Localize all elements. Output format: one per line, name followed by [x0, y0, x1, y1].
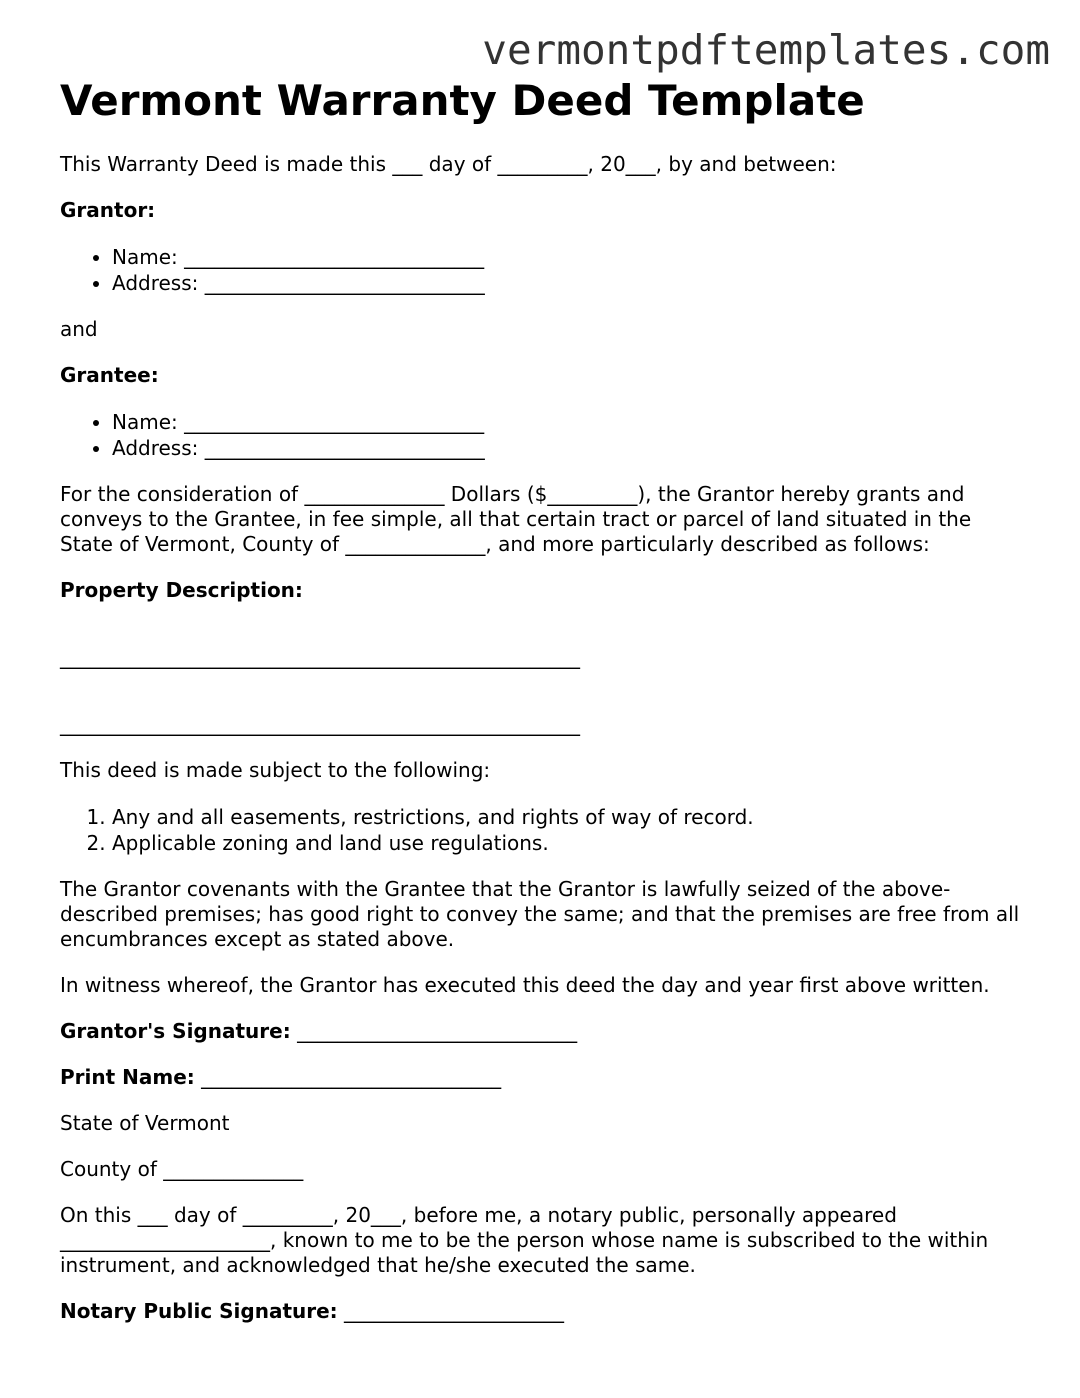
property-description-heading: Property Description:	[60, 578, 303, 603]
notary-signature-label: Notary Public Signature:	[60, 1299, 338, 1324]
notary-signature-line	[60, 1299, 1020, 1324]
property-description-line-1: ____________________________________________________	[60, 645, 580, 670]
watermark: vermontpdftemplates.com	[482, 26, 1050, 74]
subject-list	[60, 804, 1020, 856]
grantee-list	[60, 409, 1020, 461]
and-text: and	[60, 317, 98, 342]
property-description-line-2: ____________________________________________________	[60, 712, 580, 737]
notary-paragraph: On this ___ day of _________, 20___, before me, a notary public, personally appeared _____________________, known to me to be the person whose name is subscribed to the within instrument, and acknowledged that he/she executed the same.	[60, 1203, 989, 1278]
intro-paragraph: This Warranty Deed is made this ___ day of _________, 20___, by and between:	[60, 152, 837, 177]
document-body	[60, 76, 1020, 1345]
spacer	[60, 624, 1020, 645]
grantor-signature-label: Grantor's Signature:	[60, 1019, 291, 1044]
notary-signature-blank: ______________________	[344, 1299, 565, 1324]
grantor-heading: Grantor:	[60, 198, 156, 223]
grantor-signature-line	[60, 1019, 1020, 1044]
county-line: County of ______________	[60, 1157, 304, 1182]
grantee-address-field: • Address: ____________________________	[112, 435, 1020, 461]
spacer	[60, 691, 1020, 712]
grantor-signature-blank: ____________________________	[297, 1019, 578, 1044]
state-line: State of Vermont	[60, 1111, 230, 1136]
print-name-blank: ______________________________	[201, 1065, 502, 1090]
grantor-list	[60, 244, 1020, 296]
witness-paragraph: In witness whereof, the Grantor has executed this deed the day and year first above written.	[60, 973, 990, 998]
grantor-address-field: • Address: ____________________________	[112, 270, 1020, 296]
subject-intro: This deed is made subject to the following:	[60, 758, 491, 783]
covenant-paragraph: The Grantor covenants with the Grantee that the Grantor is lawfully seized of the above-described premises; has good right to convey the same; and that the premises are free from all encumbrances except as stated above.	[60, 877, 1020, 952]
consideration-paragraph: For the consideration of ______________ Dollars ($_________), the Grantor hereby grants and conveys to the Grantee, in fee simple, all that certain tract or parcel of land situated in the State of Vermont, County of ______________, and more particularly described as follows:	[60, 482, 972, 557]
print-name-label: Print Name:	[60, 1065, 195, 1090]
grantee-heading: Grantee:	[60, 363, 159, 388]
print-name-line	[60, 1065, 1020, 1090]
subject-item-zoning: 2. Applicable zoning and land use regulations.	[112, 830, 1020, 856]
subject-item-easements: 1. Any and all easements, restrictions, and rights of way of record.	[112, 804, 1020, 830]
grantor-name-field: • Name: ______________________________	[112, 244, 1020, 270]
grantee-name-field: • Name: ______________________________	[112, 409, 1020, 435]
document-title: Vermont Warranty Deed Template	[60, 76, 865, 125]
